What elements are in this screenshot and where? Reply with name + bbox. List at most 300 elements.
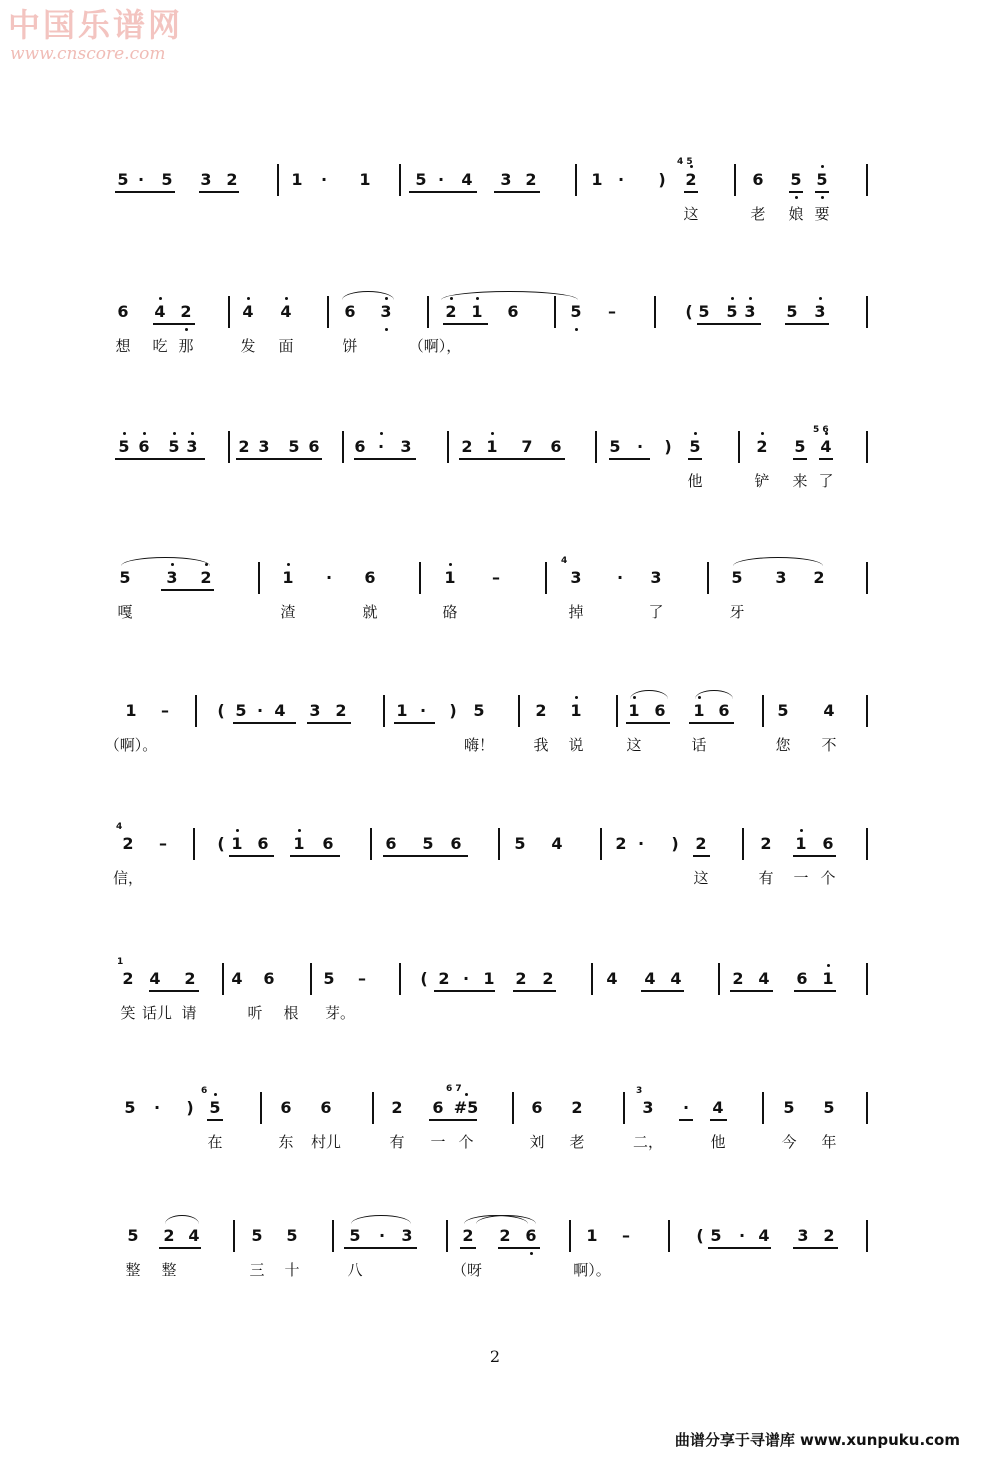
lyric: 刘 — [529, 1133, 545, 1151]
watermark-url: www.cnscore.com — [10, 44, 166, 64]
note: 1 — [822, 969, 834, 988]
beam-underline — [641, 990, 684, 992]
note: 6 — [550, 437, 562, 456]
octave-dot-high — [285, 297, 288, 300]
note: 5 — [570, 302, 582, 321]
slur-arc — [342, 291, 394, 300]
beam-underline — [710, 1119, 727, 1121]
octave-dot-high — [143, 432, 146, 435]
beam-underline — [785, 323, 829, 325]
note: 2 — [685, 170, 697, 189]
octave-dot-low — [795, 196, 798, 199]
lyric: 东 — [278, 1133, 294, 1151]
note: 1 — [125, 701, 137, 720]
dot-extension: · — [617, 170, 625, 189]
lyric: 嗨！ — [463, 736, 495, 754]
note: 4 — [149, 969, 161, 988]
note: 2 — [823, 1226, 835, 1245]
grace-note: 5 6 — [813, 425, 829, 435]
beam-underline — [208, 1119, 222, 1121]
parenthesis: ( — [685, 302, 693, 321]
lyric: 面 — [278, 337, 294, 355]
beam-underline — [793, 855, 836, 857]
beam-underline — [159, 1247, 201, 1249]
octave-dot-high — [159, 297, 162, 300]
note: 3 — [744, 302, 756, 321]
octave-dot-high — [575, 696, 578, 699]
note: 2 — [238, 437, 250, 456]
barline — [762, 695, 764, 727]
note: 2 — [813, 568, 825, 587]
sustain-dash: – — [608, 302, 616, 321]
beam-underline — [794, 990, 836, 992]
barline — [654, 296, 656, 328]
sustain-dash: – — [492, 568, 500, 587]
beam-underline — [199, 191, 239, 193]
note: 2 — [335, 701, 347, 720]
octave-dot-high — [731, 297, 734, 300]
note: 5 — [710, 1226, 722, 1245]
lyric: 他 — [687, 472, 703, 490]
parenthesis: ) — [664, 437, 672, 456]
barline — [310, 963, 312, 995]
note: 3 — [380, 302, 392, 321]
lyric: 八 — [347, 1261, 363, 1279]
beam-underline — [344, 1247, 417, 1249]
note: 6 — [507, 302, 519, 321]
note: 1 — [628, 701, 640, 720]
barline — [623, 1092, 625, 1124]
octave-dot-high — [123, 432, 126, 435]
beam-underline — [708, 1247, 771, 1249]
lyric: 这 — [626, 736, 642, 754]
beam-underline — [513, 990, 556, 992]
lyric: 根 — [283, 1004, 299, 1022]
note: 1 — [282, 568, 294, 587]
note: 1 — [591, 170, 603, 189]
beam-underline — [290, 855, 340, 857]
barline — [866, 296, 868, 328]
barline — [383, 695, 385, 727]
barline — [195, 695, 197, 727]
lyric: 整 — [161, 1261, 177, 1279]
score-system-7 — [0, 957, 990, 1029]
barline — [742, 828, 744, 860]
note: 4 — [551, 834, 563, 853]
lyric: 不 — [821, 736, 837, 754]
note: 5 — [816, 170, 828, 189]
note: 3 — [166, 568, 178, 587]
lyric: 铲 — [754, 472, 770, 490]
barline — [233, 1220, 235, 1252]
sustain-dash: – — [622, 1226, 630, 1245]
dot-extension: · — [437, 170, 445, 189]
note: 2 — [226, 170, 238, 189]
octave-dot-high — [749, 297, 752, 300]
grace-note: 1 — [117, 957, 124, 967]
note: 5 — [349, 1226, 361, 1245]
lyric: 老 — [750, 205, 766, 223]
lyric: 牙 — [729, 603, 745, 621]
beam-underline — [460, 1247, 476, 1249]
beam-underline — [459, 1119, 473, 1121]
barline — [569, 1220, 571, 1252]
octave-dot-high — [214, 1093, 217, 1096]
lyric: 今 — [781, 1133, 797, 1151]
note: 5 — [689, 437, 701, 456]
barline — [866, 828, 868, 860]
barline — [518, 695, 520, 727]
note: 5 — [786, 302, 798, 321]
score-system-9 — [0, 1226, 990, 1286]
octave-dot-high — [819, 297, 822, 300]
beam-underline — [443, 323, 488, 325]
beam-underline — [394, 722, 435, 724]
barline — [228, 431, 230, 463]
note: 4 — [644, 969, 656, 988]
dot-extension: · — [325, 568, 333, 587]
note: 5 — [415, 170, 427, 189]
barline — [545, 562, 547, 594]
beam-underline — [793, 458, 807, 460]
octave-dot-high — [821, 165, 824, 168]
dot-extension: · — [637, 834, 645, 853]
note: 2 — [122, 834, 134, 853]
octave-dot-low — [530, 1252, 533, 1255]
beam-underline — [689, 722, 734, 724]
note: 6 — [752, 170, 764, 189]
note: 2 — [499, 1226, 511, 1245]
barline — [866, 1220, 868, 1252]
note: 6 — [796, 969, 808, 988]
lyric: 一 — [430, 1133, 446, 1151]
note: 2 — [180, 302, 192, 321]
note: 4 — [823, 701, 835, 720]
beam-underline — [688, 458, 702, 460]
score-system-3 — [0, 425, 990, 497]
note: 5 — [124, 1098, 136, 1117]
barline — [616, 695, 618, 727]
note: 6 — [718, 701, 730, 720]
note: 2 — [184, 969, 196, 988]
note: 2 — [462, 1226, 474, 1245]
note: 1 — [486, 437, 498, 456]
lyric: 二， — [632, 1133, 664, 1151]
note: 5 — [726, 302, 738, 321]
octave-dot-low — [185, 328, 188, 331]
note: 2 — [756, 437, 768, 456]
slur-arc — [441, 291, 578, 300]
barline — [342, 431, 344, 463]
lyric: 一 — [793, 869, 809, 887]
octave-dot-high — [287, 563, 290, 566]
lyric: 十 — [284, 1261, 300, 1279]
dot-extension: · — [153, 1098, 161, 1117]
barline — [866, 1092, 868, 1124]
lyric: 整 — [125, 1261, 141, 1279]
note: 5 — [117, 170, 129, 189]
beam-underline — [236, 458, 322, 460]
barline — [866, 431, 868, 463]
lyric: 您 — [775, 736, 791, 754]
note: 2 — [438, 969, 450, 988]
octave-dot-low — [821, 196, 824, 199]
note: 5 — [161, 170, 173, 189]
barline — [668, 1220, 670, 1252]
note: 1 — [795, 834, 807, 853]
slur-arc — [630, 690, 668, 699]
barline — [446, 1220, 448, 1252]
lyric: 那 — [178, 337, 194, 355]
watermark — [8, 6, 183, 64]
note: 6 — [344, 302, 356, 321]
lyric: （呀 — [451, 1261, 483, 1279]
lyric: 要 — [814, 205, 830, 223]
barline — [332, 1220, 334, 1252]
note: 4 — [274, 701, 286, 720]
slur-arc — [351, 1215, 411, 1224]
note: 4 — [820, 437, 832, 456]
grace-note: 4 5 — [677, 157, 693, 167]
barline — [447, 431, 449, 463]
barline — [554, 296, 556, 328]
note: 6 — [822, 834, 834, 853]
page-number: 2 — [489, 1347, 501, 1366]
lyric: 了 — [818, 472, 834, 490]
lyric: 嘎 — [117, 603, 133, 621]
parenthesis: ( — [217, 701, 225, 720]
beam-underline — [233, 722, 296, 724]
note: 6 — [263, 969, 275, 988]
dot-extension: · — [682, 1098, 690, 1117]
lyric: 话儿 — [141, 1004, 173, 1022]
note: 2 — [122, 969, 134, 988]
note: 1 — [586, 1226, 598, 1245]
barline — [370, 828, 372, 860]
lyric: 这 — [683, 205, 699, 223]
beam-underline — [815, 191, 829, 193]
barline — [707, 562, 709, 594]
note: 5 — [422, 834, 434, 853]
score-system-5 — [0, 701, 990, 761]
note: 6 — [354, 437, 366, 456]
note: 2 — [525, 170, 537, 189]
lyric: 在 — [207, 1133, 223, 1151]
note: 1 — [359, 170, 371, 189]
lyric: 说 — [568, 736, 584, 754]
sustain-dash: – — [159, 834, 167, 853]
note: 5 — [823, 1098, 835, 1117]
note: 3 — [401, 1226, 413, 1245]
beam-underline — [409, 191, 477, 193]
lyric: 想 — [115, 337, 131, 355]
note: 1 — [444, 568, 456, 587]
beam-underline — [149, 990, 199, 992]
note: 5 — [473, 701, 485, 720]
note: 4 — [188, 1226, 200, 1245]
lyric: 他 — [710, 1133, 726, 1151]
parenthesis: ) — [186, 1098, 194, 1117]
note: 1 — [293, 834, 305, 853]
note: 1 — [396, 701, 408, 720]
note: 2 — [695, 834, 707, 853]
note: 6 — [364, 568, 376, 587]
note: 2 — [615, 834, 627, 853]
barline — [595, 431, 597, 463]
beam-underline — [789, 191, 803, 193]
grace-note: 4 — [116, 822, 123, 832]
note: 5 — [235, 701, 247, 720]
beam-underline — [229, 855, 274, 857]
dot-extension: · — [636, 437, 644, 456]
dot-extension: · — [616, 568, 624, 587]
barline — [498, 828, 500, 860]
barline — [258, 562, 260, 594]
lyric: 吃 — [152, 337, 168, 355]
note: 6 — [432, 1098, 444, 1117]
dot-extension: · — [320, 170, 328, 189]
note: 6 — [531, 1098, 543, 1117]
note: 3 — [797, 1226, 809, 1245]
dot-extension: · — [137, 170, 145, 189]
score-system-4 — [0, 556, 990, 628]
beam-underline — [730, 990, 773, 992]
sustain-dash: – — [358, 969, 366, 988]
note: 5 — [286, 1226, 298, 1245]
lyric: 我 — [533, 736, 549, 754]
lyric: （啊）。 — [104, 736, 158, 754]
octave-dot-high — [827, 964, 830, 967]
note: 5 — [168, 437, 180, 456]
grace-note: 4 — [561, 556, 568, 566]
note: 3 — [570, 568, 582, 587]
parenthesis: ) — [671, 834, 679, 853]
beam-underline — [354, 458, 416, 460]
note: 5 — [783, 1098, 795, 1117]
grace-note: 6 7 — [446, 1084, 462, 1094]
note: 6 — [280, 1098, 292, 1117]
note: 3 — [775, 568, 787, 587]
barline — [427, 296, 429, 328]
lyric: 笑 — [120, 1004, 136, 1022]
barline — [372, 1092, 374, 1124]
barline — [419, 562, 421, 594]
parenthesis: ( — [696, 1226, 704, 1245]
lyric: 有 — [758, 869, 774, 887]
barline — [512, 1092, 514, 1124]
note: 2 — [571, 1098, 583, 1117]
note: 4 — [231, 969, 243, 988]
note: 5 — [609, 437, 621, 456]
note: #5 — [453, 1098, 479, 1117]
parenthesis: ) — [658, 170, 666, 189]
note: 5 — [288, 437, 300, 456]
barline — [575, 164, 577, 196]
note: 3 — [500, 170, 512, 189]
slur-arc — [165, 1215, 199, 1224]
note: 5 — [790, 170, 802, 189]
beam-underline — [161, 589, 214, 591]
lyric: 这 — [693, 869, 709, 887]
lyric: （啊）， — [408, 337, 462, 355]
dot-extension: · — [378, 1226, 386, 1245]
note: 3 — [400, 437, 412, 456]
note: 6 — [322, 834, 334, 853]
barline — [222, 963, 224, 995]
note: 1 — [291, 170, 303, 189]
note: 6 — [308, 437, 320, 456]
lyric: 个 — [458, 1133, 474, 1151]
octave-dot-high — [449, 563, 452, 566]
note: 6 — [117, 302, 129, 321]
beam-underline — [494, 191, 540, 193]
note: 5 — [209, 1098, 221, 1117]
beam-underline — [383, 855, 468, 857]
note: 3 — [642, 1098, 654, 1117]
note: 2 — [760, 834, 772, 853]
score-system-8 — [0, 1084, 990, 1158]
note: 6 — [450, 834, 462, 853]
parenthesis: ) — [449, 701, 457, 720]
note: 5 — [777, 701, 789, 720]
grace-note: 6 — [201, 1086, 208, 1096]
beam-underline — [819, 458, 833, 460]
octave-dot-high — [380, 432, 383, 435]
note: 2 — [542, 969, 554, 988]
beam-underline — [609, 458, 650, 460]
octave-dot-high — [236, 829, 239, 832]
octave-dot-high — [247, 297, 250, 300]
octave-dot-high — [800, 829, 803, 832]
slur-arc — [695, 690, 733, 699]
note: 5 — [731, 568, 743, 587]
dot-extension: · — [256, 701, 264, 720]
note: 2 — [163, 1226, 175, 1245]
dot-extension: · — [738, 1226, 746, 1245]
octave-dot-high — [761, 432, 764, 435]
note: 2 — [200, 568, 212, 587]
barline — [399, 164, 401, 196]
beam-underline — [115, 191, 175, 193]
barline — [762, 1092, 764, 1124]
barline — [866, 963, 868, 995]
note: 5 — [118, 437, 130, 456]
note: 2 — [391, 1098, 403, 1117]
note: 5 — [698, 302, 710, 321]
barline — [277, 164, 279, 196]
slur-arc — [476, 1215, 536, 1224]
score-system-1 — [0, 157, 990, 230]
lyric: 信， — [112, 869, 144, 887]
lyric: 渣 — [280, 603, 296, 621]
dot-extension: · — [419, 701, 427, 720]
note: 2 — [461, 437, 473, 456]
note: 4 — [154, 302, 166, 321]
lyric: 有 — [389, 1133, 405, 1151]
grace-note: 3 — [636, 1086, 643, 1096]
octave-dot-high — [191, 432, 194, 435]
slur-arc — [733, 557, 823, 566]
beam-underline — [307, 722, 351, 724]
octave-dot-low — [575, 328, 578, 331]
lyric: 发 — [240, 337, 256, 355]
lyric: 掉 — [568, 603, 584, 621]
octave-dot-high — [298, 829, 301, 832]
note: 4 — [712, 1098, 724, 1117]
dot-extension: · — [462, 969, 470, 988]
lyric: 请 — [181, 1004, 197, 1022]
beam-underline — [153, 323, 195, 325]
